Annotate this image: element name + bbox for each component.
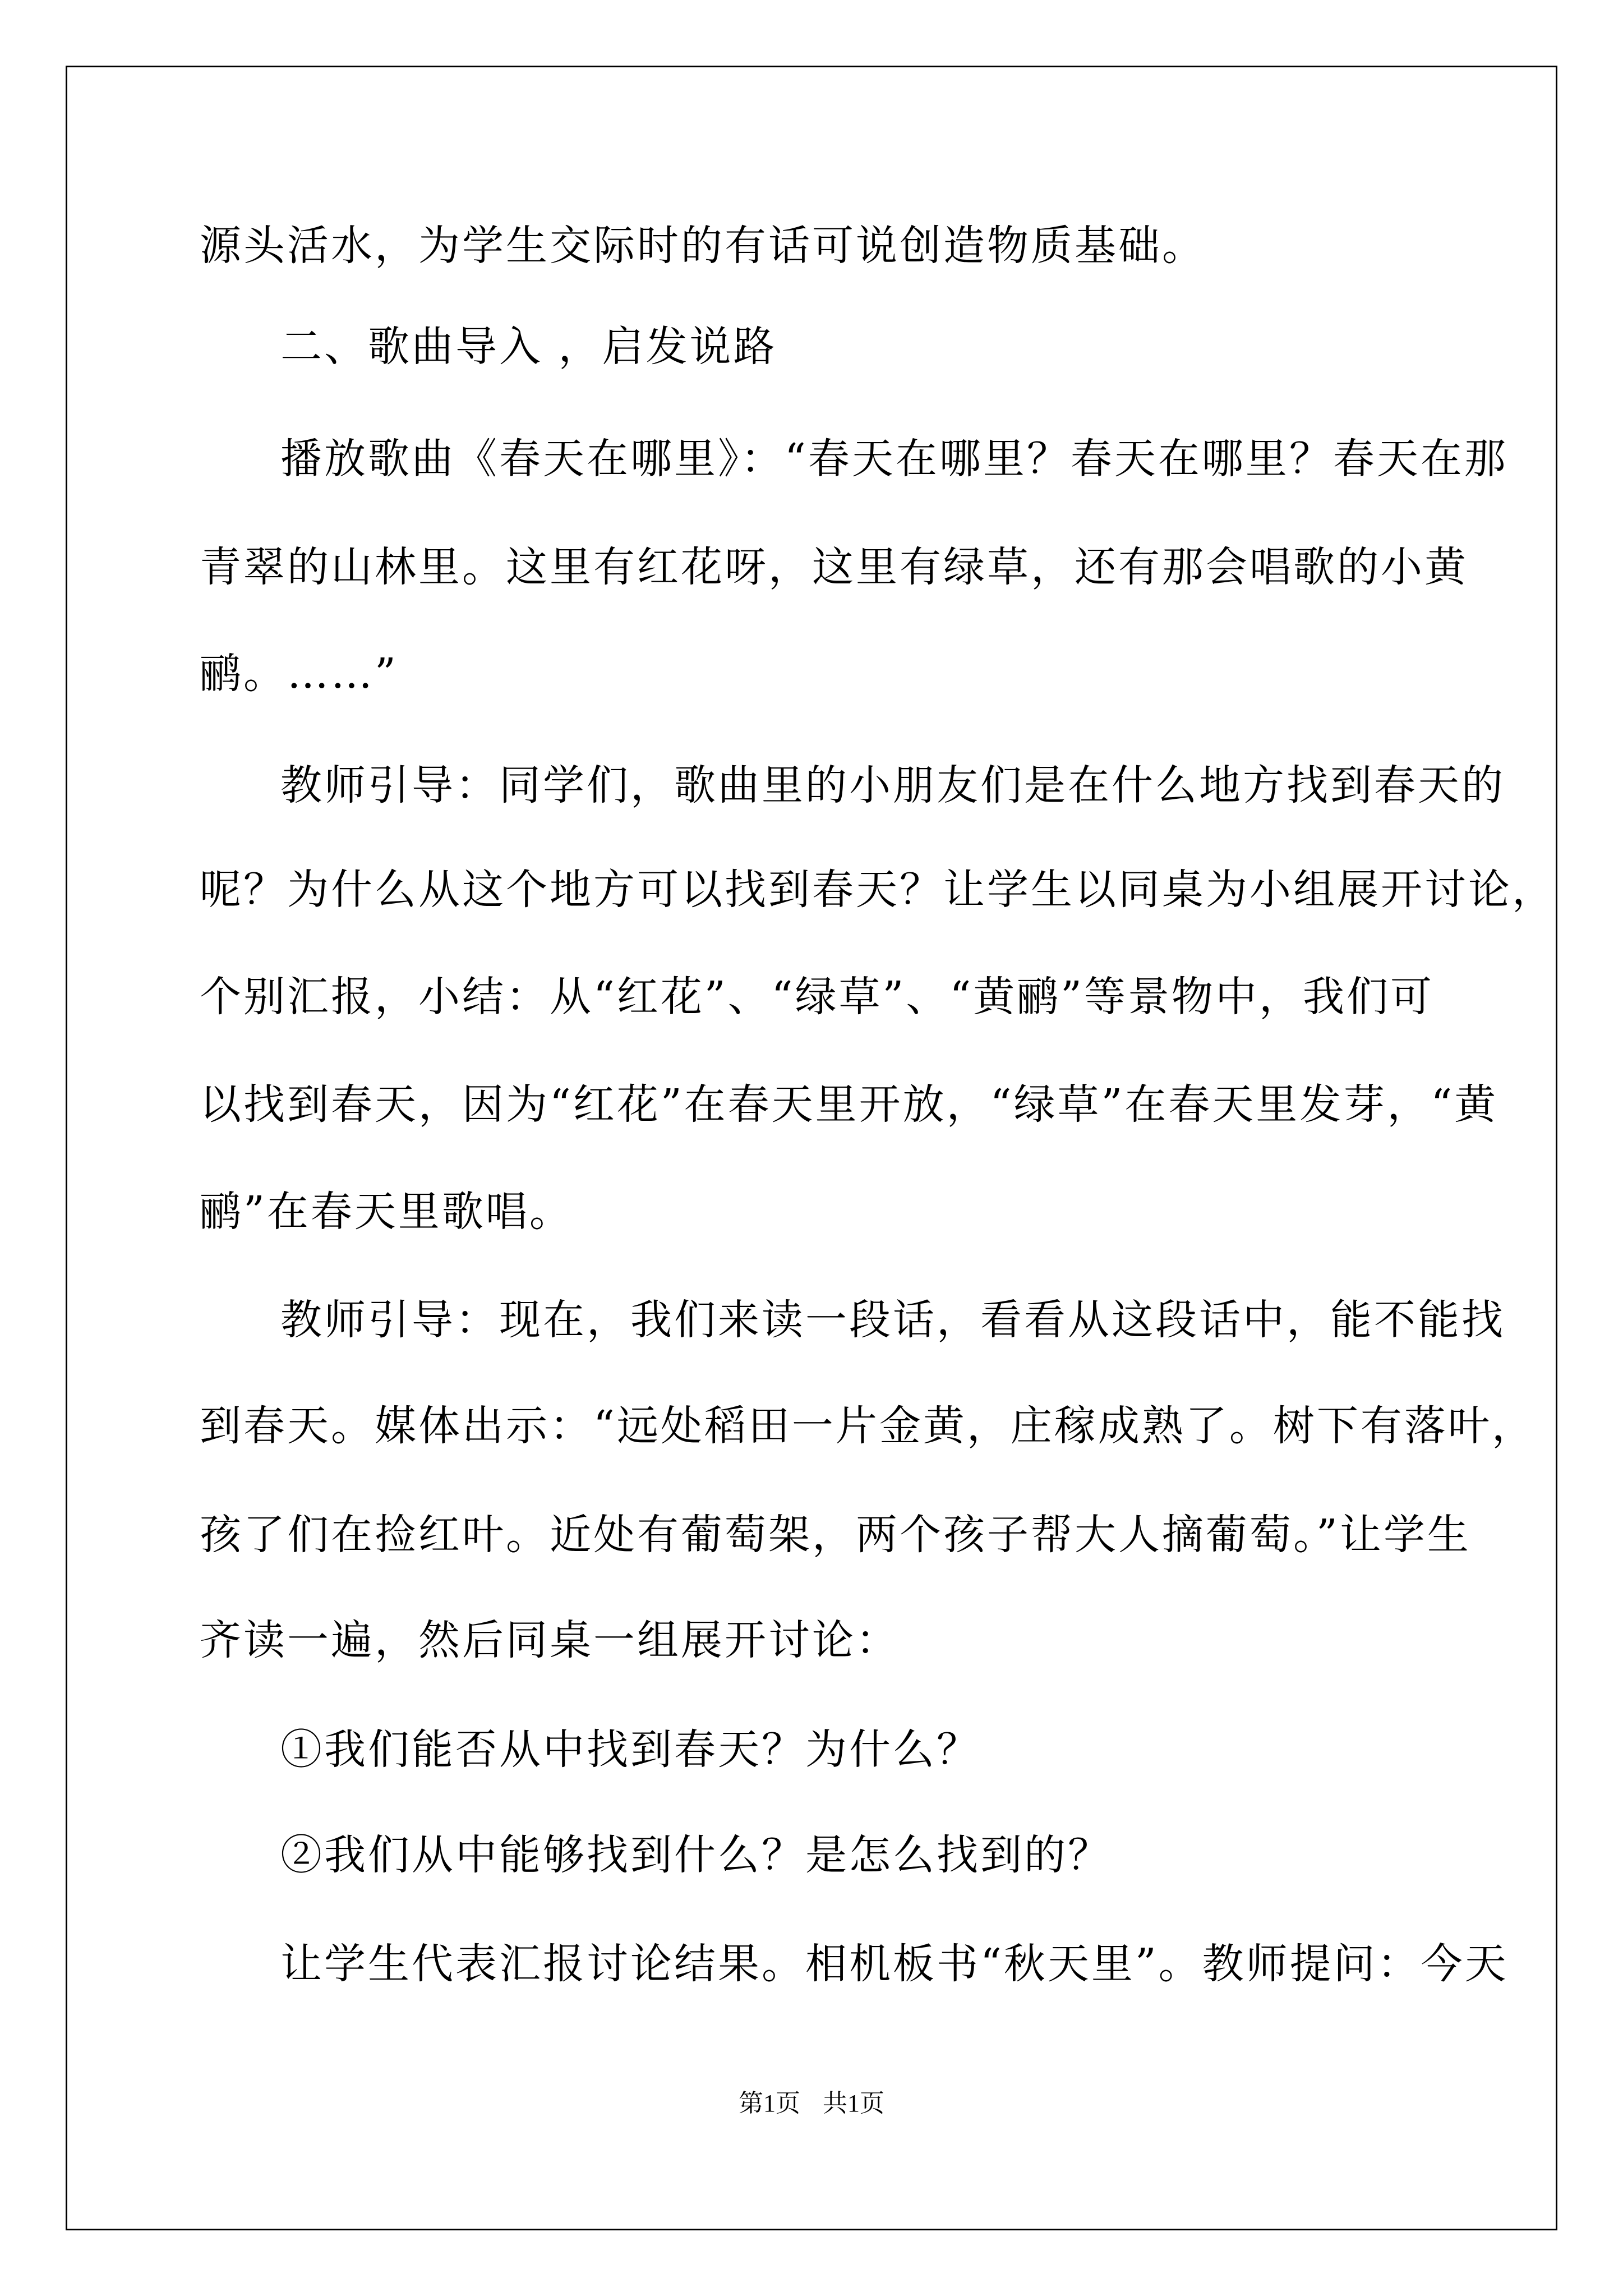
- page-total: 共1页: [823, 2090, 884, 2117]
- paragraph-line: 以找到春天，因为“红花”在春天里开放，“绿草”在春天里发芽，“黄: [200, 1080, 1498, 1129]
- paragraph-line: 播放歌曲《春天在哪里》：“春天在哪里？春天在哪里？春天在那: [280, 435, 1508, 483]
- page-border: [66, 66, 1557, 2230]
- paragraph-line: 源头活水，为学生交际时的有话可说创造物质基础。: [200, 222, 1206, 270]
- paragraph-line: 鹂。……”: [200, 650, 398, 698]
- paragraph-line: 齐读一遍，然后同桌一组展开讨论：: [200, 1616, 900, 1664]
- section-heading: 二、歌曲导入 ，启发说路: [280, 323, 777, 371]
- paragraph-line: 青翠的山林里。这里有红花呀，这里有绿草，还有那会唱歌的小黄: [200, 543, 1468, 591]
- paragraph-line: 鹂”在春天里歌唱。: [200, 1188, 573, 1236]
- paragraph-line: 个别汇报，小结：从“红花”、“绿草”、“黄鹂”等景物中，我们可: [200, 973, 1434, 1021]
- paragraph-line: 让学生代表汇报讨论结果。相机板书“秋天里”。教师提问：今天: [280, 1940, 1509, 1988]
- paragraph-line: 呢？为什么从这个地方可以找到春天？让学生以同桌为小组展开讨论，: [200, 866, 1556, 914]
- list-item: ①我们能否从中找到春天？为什么？: [280, 1726, 980, 1774]
- paragraph-line: 孩了们在捡红叶。近处有葡萄架，两个孩子帮大人摘葡萄。”让学生: [200, 1511, 1471, 1559]
- paragraph-line: 教师引导：现在，我们来读一段话，看看从这段话中，能不能找: [280, 1296, 1505, 1344]
- paragraph-line: 到春天。媒体出示：“远处稻田一片金黄，庄稼成熟了。树下有落叶，: [200, 1402, 1536, 1450]
- list-item: ②我们从中能够找到什么？是怎么找到的？: [280, 1831, 1112, 1879]
- paragraph-line: 教师引导：同学们，歌曲里的小朋友们是在什么地方找到春天的: [280, 761, 1505, 809]
- page-footer: [0, 2088, 1623, 2119]
- page-number: 第1页: [739, 2090, 800, 2117]
